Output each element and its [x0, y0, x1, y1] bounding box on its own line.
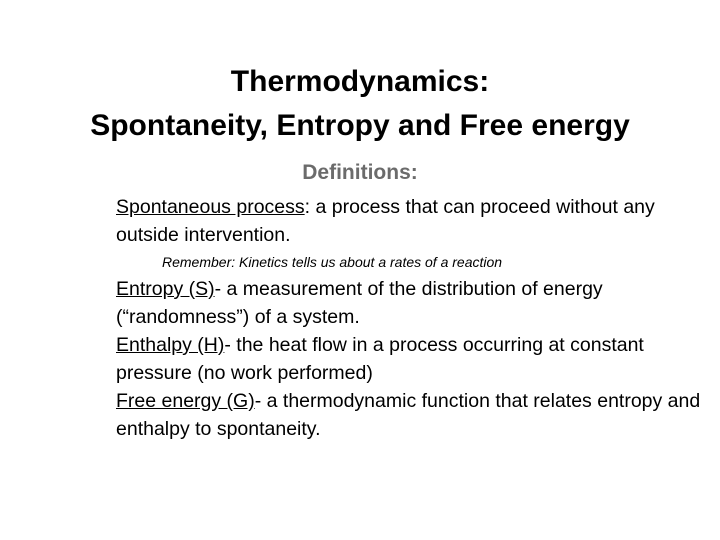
definition-term: Free energy (G)	[116, 390, 255, 412]
definition-separator: -	[214, 278, 222, 300]
definition-enthalpy	[116, 331, 706, 387]
slide-title	[0, 60, 720, 148]
definitions-heading: Definitions:	[302, 161, 418, 184]
definition-text: a process that can proceed without any outside intervention.	[116, 196, 655, 246]
slide-title-line-2: Spontaneity, Entropy and Free energy	[90, 109, 630, 142]
definition-entropy	[116, 275, 706, 331]
definition-free-energy	[116, 387, 706, 443]
definition-spontaneous-process	[116, 193, 706, 249]
definition-separator: -	[224, 334, 231, 356]
definition-separator: -	[254, 390, 262, 412]
definition-text: a thermodynamic function that relates entropy and enthalpy to spontaneity.	[116, 390, 701, 440]
definition-term: Entropy (S)	[116, 278, 215, 300]
kinetics-note: Remember: Kinetics tells us about a rates of a reaction	[162, 254, 503, 270]
definitions-list	[116, 193, 706, 443]
slide-title-line-1: Thermodynamics:	[230, 65, 490, 98]
definition-separator: :	[304, 196, 311, 218]
definition-term: Enthalpy (H)	[116, 334, 225, 356]
definition-text: a measurement of the distribution of energy (“randomness”) of a system.	[116, 278, 603, 328]
definition-text: the heat flow in a process occurring at constant pressure (no work performed)	[116, 334, 644, 384]
definition-term: Spontaneous process	[116, 196, 305, 218]
